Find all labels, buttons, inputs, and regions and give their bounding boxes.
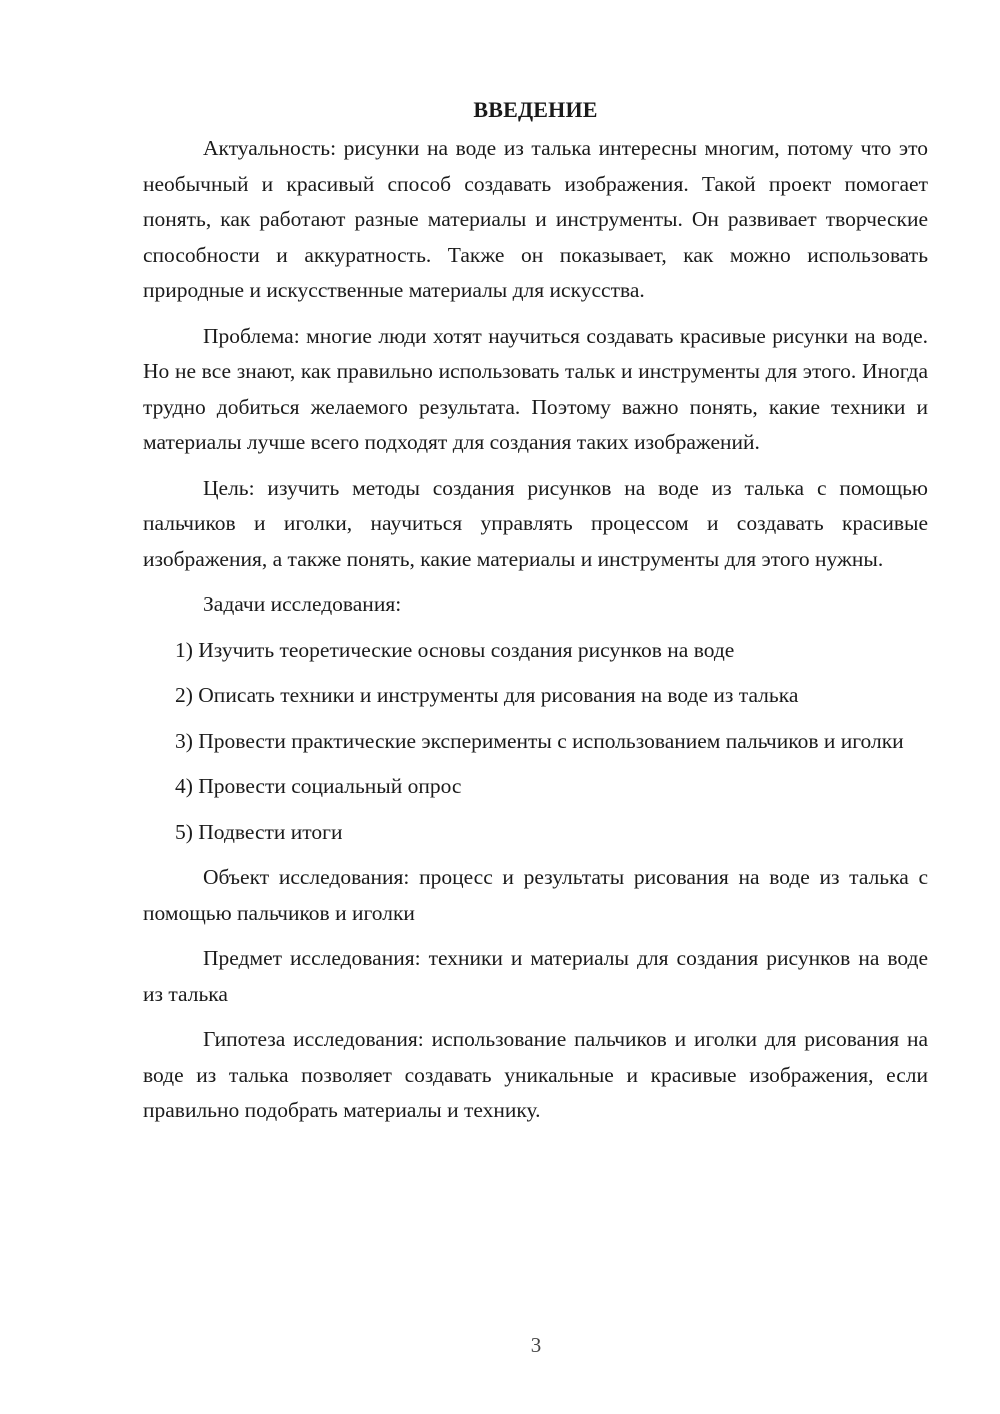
- section-title: ВВЕДЕНИЕ: [473, 97, 598, 122]
- task-item: 3) Провести практические эксперименты с использованием пальчиков и иголки: [175, 728, 904, 753]
- task-item: 2) Описать техники и инструменты для рисования на воде из талька: [175, 683, 799, 707]
- paragraph-object: Объект исследования: процесс и результаты рисования на воде из талька с помощью пальчиков и иголки: [143, 865, 928, 925]
- tasks-heading: Задачи исследования:: [203, 592, 402, 616]
- document-page: [143, 92, 928, 1139]
- tasks-list: [143, 633, 928, 851]
- paragraph-relevance: Актуальность: рисунки на воде из талька интересны многим, потому что это необычный и красивый способ создавать изображения. Такой проект помогает понять, как работают разные материалы и инструменты. Он развивает творческие способности и аккуратность. Также он показывает, как можно использовать природные и искусственные материалы для искусства.: [143, 136, 928, 302]
- task-item: 5) Подвести итоги: [175, 819, 343, 844]
- task-item: 1) Изучить теоретические основы создания рисунков на воде: [175, 637, 735, 662]
- paragraph-problem: Проблема: многие люди хотят научиться создавать красивые рисунки на воде. Но не все знают, как правильно использовать тальк и инструменты для этого. Иногда трудно добиться желаемого результата. Поэтому важно понять, какие техники и материалы лучше всего подходят для создания таких изображений.: [143, 323, 928, 454]
- paragraph-goal: Цель: изучить методы создания рисунков на воде из талька с помощью пальчиков и иголки, научиться управлять процессом и создавать красивые изображения, а также понять, какие материалы и инструменты для этого нужны.: [143, 475, 928, 571]
- page-number: 3: [530, 1333, 542, 1357]
- paragraph-subject: Предмет исследования: техники и материалы для создания рисунков на воде из талька: [143, 946, 928, 1006]
- paragraph-hypothesis: Гипотеза исследования: использование пальчиков и иголки для рисования на воде из талька позволяет создавать уникальные и красивые изображения, если правильно подобрать материалы и технику.: [143, 1027, 928, 1122]
- task-item: 4) Провести социальный опрос: [175, 774, 462, 798]
